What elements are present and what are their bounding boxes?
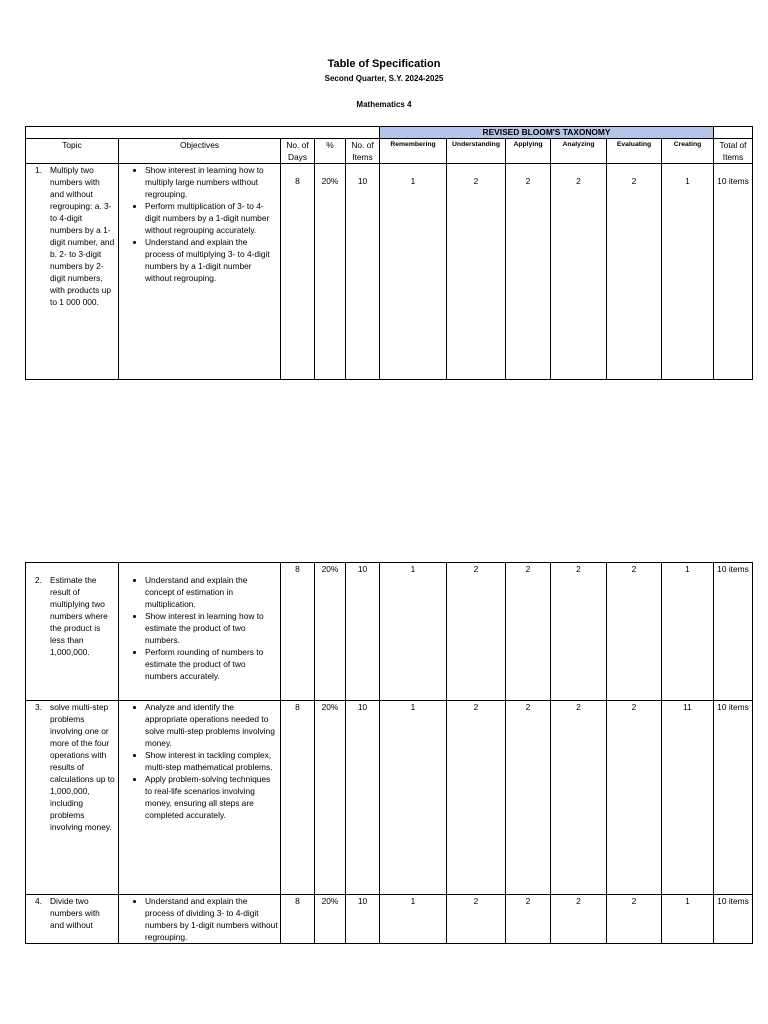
specification-table-part-2 [25,562,753,944]
objective-item: • Analyze and identify the appropriate operations needed to solve multi-step problems involving money. [145,701,278,749]
percent-value: 20% [315,563,346,701]
days-value: 8 [281,164,315,380]
objective-item: • Apply problem-solving techniques to real-life scenarios involving money, ensuring all steps are completed accurately. [145,773,278,821]
bloom-taxonomy-header: REVISED BLOOM'S TAXONOMY [380,127,714,139]
objectives-cell [119,895,281,944]
specification-table-part-1 [25,126,753,380]
col-understanding: Understanding [447,139,506,164]
objective-item: • Perform rounding of numbers to estimate the product of two numbers accurately. [145,646,278,682]
topic-number: 2. [35,575,42,585]
document-subtitle: Second Quarter, S.Y. 2024-2025 [324,74,444,83]
col-evaluating: Evaluating [607,139,662,164]
days-value: 8 [281,563,315,701]
col-days: No. of Days [281,139,315,164]
objective-item: • Perform multiplication of 3- to 4-digit numbers by a 1-digit number without regrouping accurately. [145,200,278,236]
understanding-value: 2 [447,895,506,944]
topic-text: Estimate the result of multiplying two numbers where the product is less than 1,000,000. [50,575,108,657]
total-value: 10 items [714,164,753,380]
understanding-value: 2 [447,164,506,380]
col-items: No. of Items [346,139,380,164]
items-value: 10 [346,701,380,895]
creating-value: 1 [662,895,714,944]
creating-value: 11 [662,701,714,895]
topic-number: 1. [35,165,42,175]
table-row [26,563,753,701]
days-value: 8 [281,895,315,944]
col-total: Total of Items [714,139,753,164]
topic-cell [26,701,119,895]
applying-value: 2 [506,701,551,895]
bloom-band-row [26,127,753,139]
topic-cell [26,164,119,380]
topic-text: solve multi-step problems involving one or more of the four operations with results of calculations up to 1,000,000, including problems involving money. [50,702,115,832]
analyzing-value: 2 [551,895,607,944]
table-row [26,164,753,380]
header-blank-cell [714,127,753,139]
objectives-cell [119,701,281,895]
understanding-value: 2 [447,563,506,701]
percent-value: 20% [315,895,346,944]
topic-text: Divide two numbers with and without [50,896,100,930]
remembering-value: 1 [380,701,447,895]
evaluating-value: 2 [607,164,662,380]
creating-value: 1 [662,563,714,701]
creating-value: 1 [662,164,714,380]
applying-value: 2 [506,164,551,380]
col-objectives: Objectives [119,139,281,164]
objective-item: • Understand and explain the concept of estimation in multiplication. [145,574,278,610]
items-value: 10 [346,895,380,944]
topic-text: Multiply two numbers with and without regrouping: a. 3- to 4-digit numbers by a 1-digit number, and b. 2- to 3-digit numbers by 2-digit numbers, with products up to 1 000 000. [50,165,115,307]
total-value: 10 items [714,895,753,944]
col-remembering: Remembering [380,139,447,164]
col-analyzing: Analyzing [551,139,607,164]
evaluating-value: 2 [607,701,662,895]
table-row [26,895,753,944]
applying-value: 2 [506,563,551,701]
total-value: 10 items [714,563,753,701]
subject-title: Mathematics 4 [356,100,412,109]
topic-cell [26,563,119,701]
percent-value: 20% [315,701,346,895]
total-value: 10 items [714,701,753,895]
remembering-value: 1 [380,895,447,944]
column-header-row [26,139,753,164]
col-topic: Topic [26,139,119,164]
remembering-value: 1 [380,563,447,701]
col-percent: % [315,139,346,164]
topic-number: 4. [35,896,42,906]
objectives-cell [119,164,281,380]
applying-value: 2 [506,895,551,944]
evaluating-value: 2 [607,563,662,701]
objective-item: • Show interest in tackling complex, multi-step mathematical problems. [145,749,278,773]
percent-value: 20% [315,164,346,380]
topic-number: 3. [35,702,42,712]
understanding-value: 2 [447,701,506,895]
document-title: Table of Specification [327,58,441,70]
objective-item: • Understand and explain the process of multiplying 3- to 4-digit numbers by a 1-digit number without regrouping. [145,236,278,284]
days-value: 8 [281,701,315,895]
analyzing-value: 2 [551,701,607,895]
evaluating-value: 2 [607,895,662,944]
col-applying: Applying [506,139,551,164]
header-blank-cell [26,127,380,139]
analyzing-value: 2 [551,164,607,380]
items-value: 10 [346,164,380,380]
objective-item: • Show interest in learning how to multiply large numbers without regrouping. [145,164,278,200]
objective-item: • Show interest in learning how to estimate the product of two numbers. [145,610,278,646]
objective-item: • Understand and explain the process of dividing 3- to 4-digit numbers by 1-digit numbers without regrouping. [145,895,278,943]
analyzing-value: 2 [551,563,607,701]
col-creating: Creating [662,139,714,164]
items-value: 10 [346,563,380,701]
objectives-cell [119,563,281,701]
remembering-value: 1 [380,164,447,380]
table-row [26,701,753,895]
topic-cell [26,895,119,944]
